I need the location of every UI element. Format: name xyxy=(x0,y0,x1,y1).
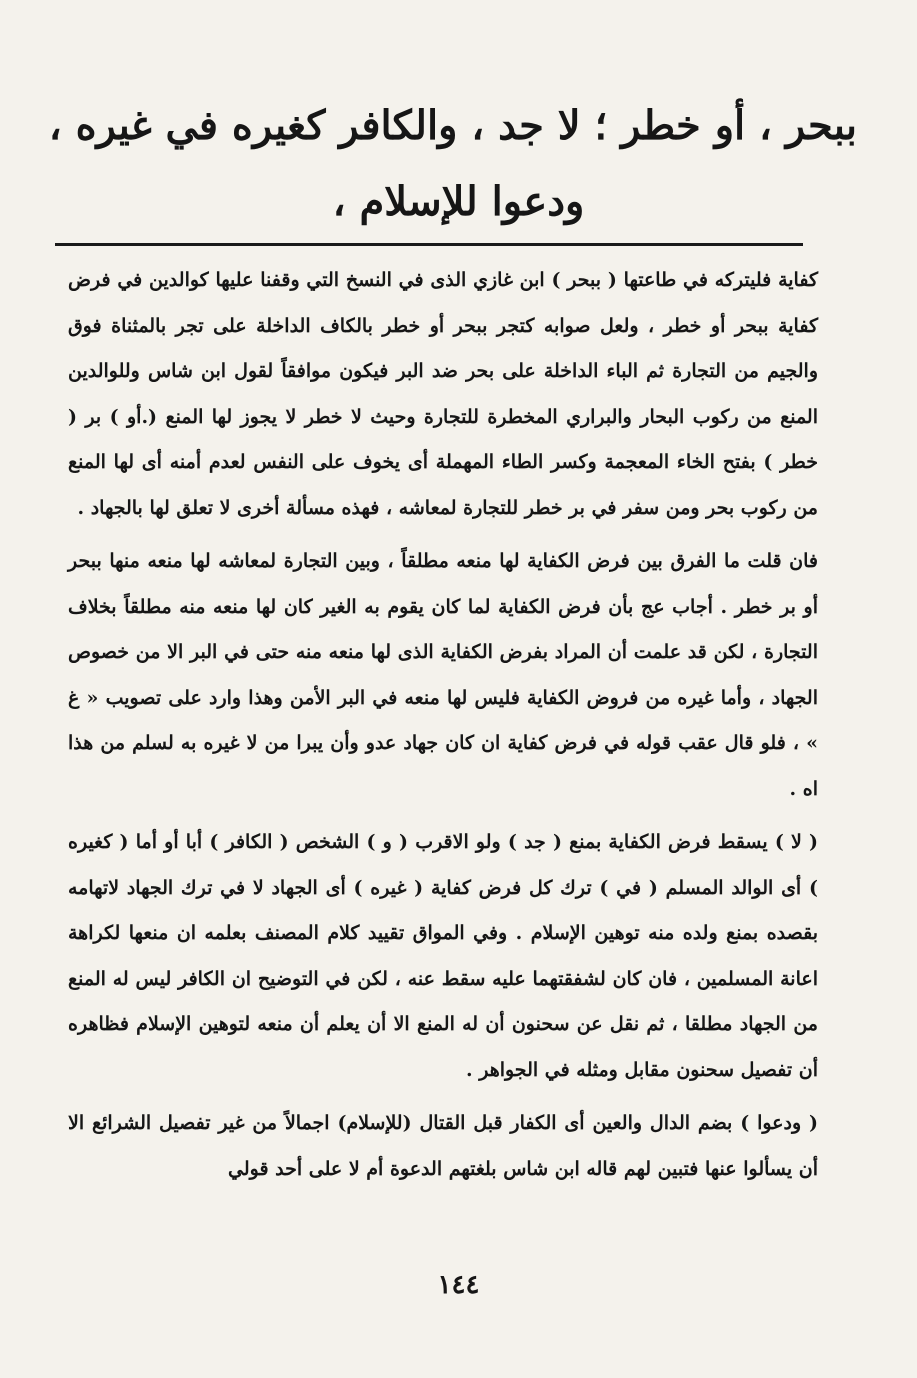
paragraph-3: ( لا ) يسقط فرض الكفاية بمنع ( جد ) ولو الاقرب ( و ) الشخص ( الكافر ) أبا أو أما ( كغيره ) أى الوالد المسلم ( في ) ترك كل فرض كفاية ( غيره ) أى الجهاد لا في ترك الجهاد لاتهامه بقصده بمنع ولده منه توهين الإسلام . وفي المواق تقييد كلام المصنف بعلمه ان منعها لكراهة اعانة المسلمين ، فان كان لشفقتهما عليه سقط عنه ، لكن في التوضيح ان الكافر ليس له المنع من الجهاد مطلقا ، ثم نقل عن سحنون أن له المنع الا أن يعلم أن منعه لتوهين الإسلام فظاهره أن تفصيل سحنون مقابل ومثله في الجواهر . xyxy=(68,831,818,1081)
header-divider xyxy=(55,243,803,246)
matn-line-2: ودعوا للإسلام ، xyxy=(332,178,585,225)
matn-line-1: ببحر ، أو خطر ؛ لا جد ، والكافر كغيره في غيره ، xyxy=(48,102,857,149)
paragraph-4: ( ودعوا ) بضم الدال والعين أى الكفار قبل القتال (للإسلام) اجمالاً من غير تفصيل الشرائع الا أن يسألوا عنها فتبين لهم قاله ابن شاس بلغتهم الدعوة أم لا على أحد قولي xyxy=(68,1112,818,1180)
page-number: ١٤٤ xyxy=(437,1270,480,1300)
matn-header xyxy=(48,88,857,240)
paragraph-2: فان قلت ما الفرق بين فرض الكفاية لها منعه مطلقاً ، وبين التجارة لمعاشه لها منعه منها ببحر أو بر خطر . أجاب عج بأن فرض الكفاية لما كان يقوم به الغير كان لها منعه منه مطلقاً بخلاف التجارة ، لكن قد علمت أن المراد بفرض الكفاية الذى لها منعه منه حتى في البر الا من خصوص الجهاد ، وأما غيره من فروض الكفاية فليس لها منعه في البر الأمن وهذا وارد على تصويب « غ » ، فلو قال عقب قوله في فرض كفاية ان كان جهاد عدو وأن يبرا من لا غيره به لسلم من هذا اه . xyxy=(68,550,818,800)
commentary-body xyxy=(68,258,818,1192)
paragraph-1: كفاية فليتركه في طاعتها ( ببحر ) ابن غازي الذى في النسخ التي وقفنا عليها كوالدين في فرض كفاية ببحر أو خطر ، ولعل صوابه كتجر ببحر أو خطر بالكاف الداخلة على تجر بالمثناة فوق والجيم من التجارة ثم الباء الداخلة على بحر ضد البر فيكون موافقاً لقول ابن شاس وللوالدين المنع من ركوب البحار والبراري المخطرة للتجارة وحيث لا خطر لا يجوز لها المنع (.أو ) بر ( خطر ) بفتح الخاء المعجمة وكسر الطاء المهملة أى يخوف على النفس لعدم أمنه أى لها المنع من ركوب بحر ومن سفر في بر خطر للتجارة لمعاشه ، فهذه مسألة أخرى لا تعلق لها بالجهاد . xyxy=(68,269,818,519)
